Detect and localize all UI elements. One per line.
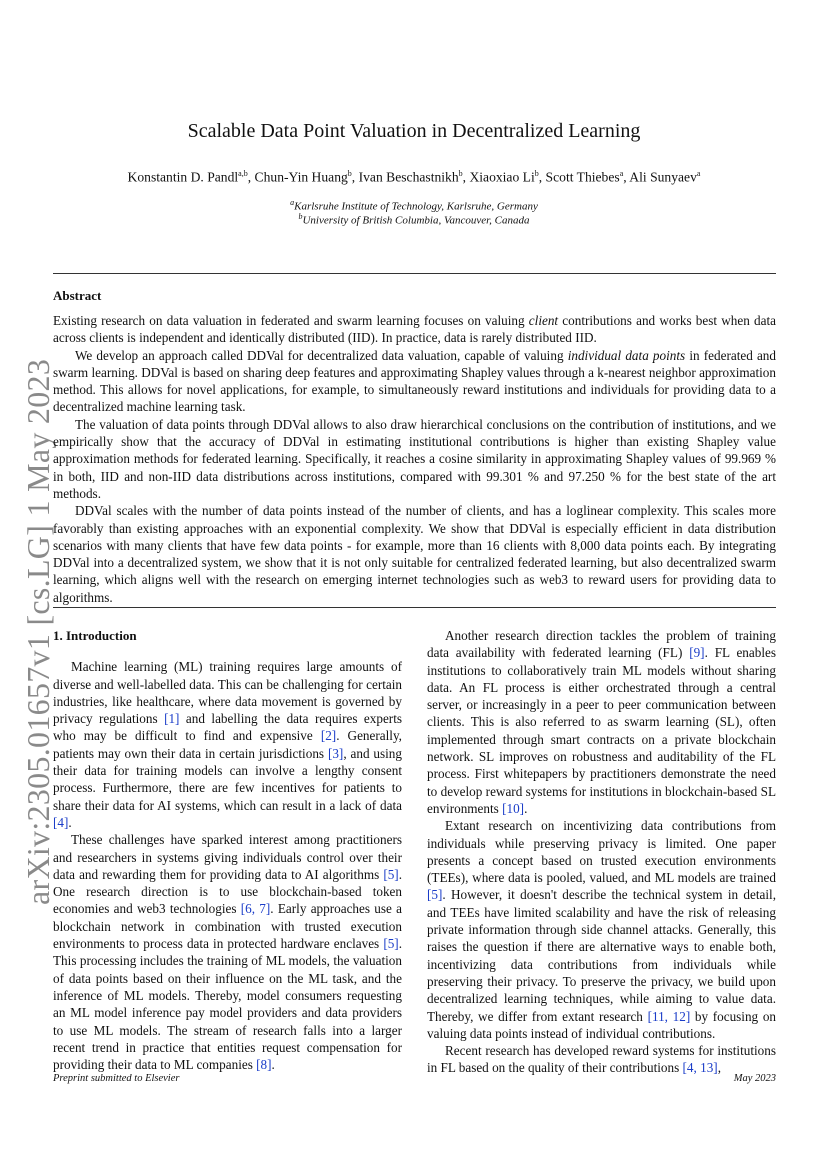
author-affiliation-mark: a <box>619 169 624 178</box>
paragraph <box>427 1042 776 1077</box>
citation-link[interactable]: [9] <box>689 645 705 661</box>
paragraph-text: These challenges have sparked interest among practitioners and researchers in systems giving individuals control over their data and rewarding them for providing data to AI algorithms <box>53 832 402 882</box>
author-affiliation-mark: a <box>696 169 701 178</box>
citation-link[interactable]: [4, 13] <box>682 1060 718 1076</box>
abstract-heading: Abstract <box>53 288 102 303</box>
divider-top <box>53 273 776 274</box>
affiliation-mark: a <box>290 198 295 207</box>
paragraph-text: . Generally, patients may own their data in certain jurisdictions <box>53 728 402 761</box>
author-name: Chun-Yin Huang <box>254 169 348 185</box>
paragraph <box>53 502 776 606</box>
paragraph <box>427 817 776 1042</box>
left-column <box>53 627 402 1073</box>
left-column-text <box>53 658 402 1073</box>
paragraph-text: in federated and swarm learning. DDVal is based on sharing deep features and approximating Shapley values through a k-nearest neighbor approximation method. This allows for novel applications, for example, to simultaneously reward institutions and individuals for providing data to a decentralized machine learning task. <box>53 347 776 415</box>
paragraph-text: The valuation of data points through DDVal allows to also draw hierarchical conclusions on the contribution of institutions, and we empirically show that the accuracy of DDVal in estimating institutional contributions is higher than existing Shapley value approximation methods for federated learning. Specifically, it reaches a cosine similarity in approximating Shapley values of 99.969 % in both, IID and non-IID data distributions across institutions, compared with 99.301 % and 97.250 % for the best state of the art methods. <box>53 416 776 501</box>
paragraph-text: Existing research on data valuation in federated and swarm learning focuses on valuing <box>53 313 529 328</box>
paragraph <box>53 658 402 831</box>
citation-link[interactable]: [6, 7] <box>240 901 271 917</box>
paragraph-text: by focusing on valuing data points instead of individual contributions. <box>427 1008 777 1041</box>
paragraph <box>53 347 776 416</box>
emphasis-text: client <box>528 313 559 328</box>
paragraph-text: . <box>68 814 72 830</box>
paragraph-text: Machine learning (ML) training requires large amounts of diverse and well-labelled data. This can be challenging for certain industries, like healthcare, where data movement is governed by privacy regulations <box>53 659 402 727</box>
affiliation-b <box>0 212 828 227</box>
citation-link[interactable]: [3] <box>327 745 344 761</box>
paragraph <box>53 416 776 502</box>
citation-link[interactable]: [8] <box>256 1057 272 1073</box>
citation-link[interactable]: [5] <box>383 936 399 952</box>
author-affiliation-mark: b <box>458 169 463 178</box>
citation-link[interactable]: [1] <box>164 711 180 727</box>
section-heading: 1. Introduction <box>53 628 137 643</box>
citation-link[interactable]: [2] <box>320 728 337 744</box>
affiliation-text: Karlsruhe Institute of Technology, Karlsruhe, Germany <box>294 200 538 213</box>
paragraph-text: We develop an approach called DDVal for decentralized data valuation, capable of valuing <box>75 347 568 363</box>
author-list: Konstantin D. Pandl$^{a,b}$, Chun-Yin Huang$^b$, Ivan Beschastnikh$^b$, Xiaoxiao Li$^b$, Scott Thiebes$^a$, Ali Sunyaev$^a$ <box>127 169 701 185</box>
paragraph-text: . This processing includes the training of ML models, the valuation of data points based on their influence on the ML task, and the inference of ML models. Thereby, model consumers requesting an ML model inference pay model providers and data providers to use ML models. The stream of research falls into a larger recent trend in practice that entities request compensation for providing their data to ML companies <box>53 936 402 1073</box>
paragraph <box>53 312 776 347</box>
author-name: Ivan Beschastnikh <box>358 169 459 185</box>
footer-preprint-note: Preprint submitted to Elsevier <box>53 1073 180 1084</box>
citation-link[interactable]: [5] <box>383 866 399 882</box>
paragraph-text: Extant research on incentivizing data contributions from individuals while preserving privacy is limited. One paper presents a concept based on trusted execution environments (TEEs), where data is pooled, valued, and ML models are trained <box>427 818 776 886</box>
author-name: Scott Thiebes <box>545 169 620 185</box>
paragraph-text: . <box>271 1057 275 1073</box>
paragraph-text: . However, it doesn't describe the technical system in detail, and TEEs have limited scalability and have the risk of releasing private information through side channel attacks. Generally, this raises the question if there are alternative ways to enable both, incentivizing data contributions from individuals while preserving their privacy. To preserve the privacy, we build upon decentralized learning techniques, while aiming to value data. Thereby, we differ from extant research <box>427 887 776 1024</box>
divider-mid <box>53 607 776 608</box>
citation-link[interactable]: [10] <box>502 800 525 816</box>
paragraph-text: Recent research has developed reward systems for institutions in FL based on the quality of their contributions <box>427 1043 776 1076</box>
paragraph <box>53 831 402 1073</box>
author-affiliation-mark: b <box>534 169 539 178</box>
citation-link[interactable]: [11, 12] <box>647 1008 691 1024</box>
affiliation-mark: b <box>298 212 303 221</box>
author-name: Ali Sunyaev <box>629 169 697 185</box>
paragraph-text: and labelling the data requires experts who may be difficult to find and expensive <box>53 711 402 744</box>
right-column <box>427 627 776 1077</box>
arxiv-side-stamp: arXiv:2305.01657v1 [cs.LG] 1 May 2023 <box>20 358 56 905</box>
paragraph-text: . <box>524 800 528 816</box>
affiliation-text: University of British Columbia, Vancouver, Canada <box>302 214 530 227</box>
paragraph-text: , and using their data for training models can involve a lengthy consent process. Furthermore, there are few incentives for patients to share their data for AI systems, which can result in a lack of data <box>53 745 402 813</box>
author-affiliation-mark: a,b <box>238 169 248 178</box>
paragraph-text: . FL enables institutions to collaboratively train ML models without sharing data. An FL process is either orchestrated through a central server, or increasingly in a peer to peer communication between clients. This is also referred to as swarm learning (SL), often implemented through smart contracts on a private blockchain network. SL improves on robustness and auditability of the FL process. First whitepapers by practitioners demonstrate the need to develop reward systems for institutions in blockchain-based SL environments <box>427 645 776 816</box>
paragraph-text: . Early approaches use a blockchain network in combination with trusted execution environments to process data in protected hardware enclaves <box>53 901 402 952</box>
citation-link[interactable]: [5] <box>427 887 443 903</box>
author-name: Xiaoxiao Li <box>469 169 535 185</box>
footer-date: May 2023 <box>733 1073 776 1084</box>
paragraph <box>427 627 776 817</box>
paragraph-text: . One research direction is to use blockchain-based token economies and web3 technologies <box>53 866 402 917</box>
paragraph-text: contributions and works best when data across clients is independent and identically distributed (IID). In practice, data is rarely distributed IID. <box>53 313 776 346</box>
author-affiliation-mark: b <box>347 169 352 178</box>
paragraph-text: DDVal scales with the number of data points instead of the number of clients, and has a loglinear complexity. This scales more favorably than existing approaches with an exponential complexity. We show that DDVal is especially efficient in data distribution scenarios with many clients that have few data points - for example, more than 16 clients with 8,000 data points each. By integrating DDVal into a decentralized system, we show that it is not only suitable for centralized federated learning, but also decentralized swarm learning, which aligns well with the research on emerging internet technologies such as web3 to reward users for providing data to algorithms. <box>53 503 776 605</box>
paragraph-text: Another research direction tackles the problem of training data availability with federated learning (FL) <box>427 628 776 661</box>
author-name: Konstantin D. Pandl <box>127 169 239 185</box>
abstract-body <box>53 312 776 606</box>
emphasis-text: individual data points <box>567 347 686 363</box>
paragraph-text: , <box>717 1060 721 1076</box>
paper-title: Scalable Data Point Valuation in Decentralized Learning <box>187 120 641 142</box>
citation-link[interactable]: [4] <box>53 814 69 830</box>
affiliation-a <box>0 198 828 213</box>
